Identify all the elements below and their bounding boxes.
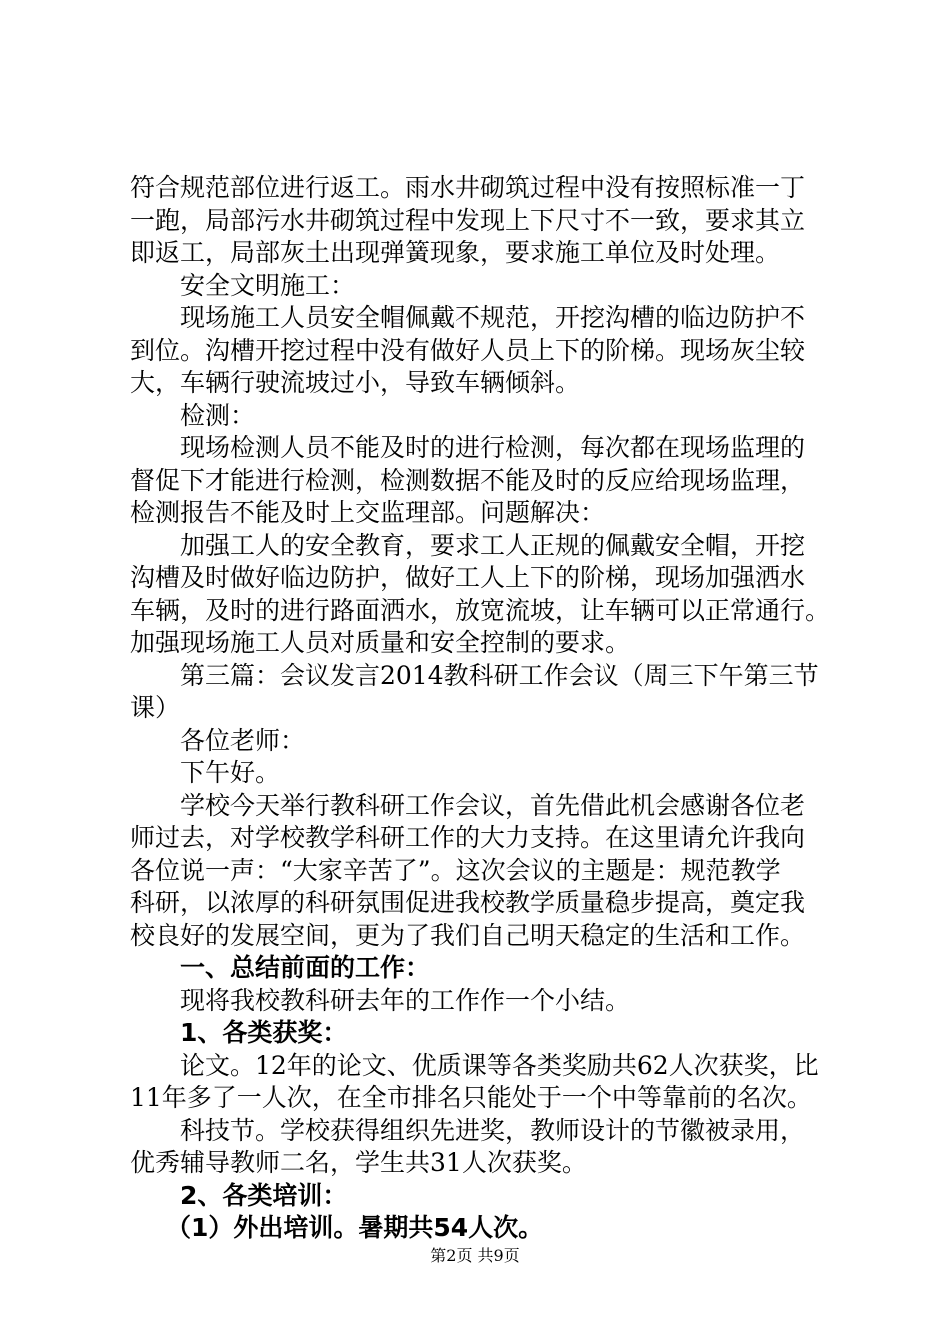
section-heading: 一、总结前面的工作： bbox=[180, 953, 431, 982]
text-line: 各位说一声：“大家辛苦了”。这次会议的主题是：规范教学 bbox=[130, 855, 781, 885]
text-line: 加强现场施工人员对质量和安全控制的要求。 bbox=[130, 628, 631, 657]
text-line: 科研，以浓厚的科研氛围促进我校教学质量稳步提高，奠定我 bbox=[130, 888, 806, 917]
page-footer: 第2页 共9页 bbox=[430, 1246, 520, 1265]
text-line: 学校今天举行教科研工作会议，首先借此机会感谢各位老 bbox=[180, 790, 806, 820]
text-line: 大，车辆行驶流坡过小，导致车辆倾斜。 bbox=[130, 368, 581, 397]
subsection-heading: 1、各类获奖： bbox=[180, 1018, 348, 1047]
text-line: 现将我校教科研去年的工作作一个小结。 bbox=[180, 985, 631, 1015]
text-line: 校良好的发展空间，更为了我们自己明天稳定的生活和工作。 bbox=[130, 920, 806, 950]
document-body bbox=[130, 172, 830, 1245]
text-line: （1）外出培训。暑期共54人次。 bbox=[166, 1213, 544, 1242]
text-line: 11年多了一人次，在全市排名只能处于一个中等靠前的名次。 bbox=[130, 1083, 812, 1112]
text-line: 加强工人的安全教育，要求工人正规的佩戴安全帽，开挖 bbox=[180, 530, 806, 560]
text-line: 即返工，局部灰土出现弹簧现象，要求施工单位及时处理。 bbox=[130, 238, 781, 267]
subsection-heading: 2、各类培训： bbox=[180, 1180, 348, 1210]
text-line: 符合规范部位进行返工。雨水井砌筑过程中没有按照标准一丁 bbox=[130, 173, 806, 202]
salutation: 各位老师： bbox=[180, 725, 306, 755]
greeting: 下午好。 bbox=[180, 758, 281, 787]
text-line: 论文。12年的论文、优质课等各类奖励共62人次获奖，比 bbox=[180, 1050, 819, 1080]
section-heading: 检测： bbox=[180, 400, 256, 430]
text-line: 优秀辅导教师二名，学生共31人次获奖。 bbox=[130, 1148, 587, 1177]
text-line: 现场施工人员安全帽佩戴不规范，开挖沟槽的临边防护不 bbox=[180, 303, 806, 332]
text-line: 检测报告不能及时上交监理部。问题解决： bbox=[130, 498, 606, 527]
text-line: 科技节。学校获得组织先进奖，教师设计的节徽被录用， bbox=[180, 1115, 806, 1145]
text-line: 现场检测人员不能及时的进行检测，每次都在现场监理的 bbox=[180, 433, 806, 462]
chapter-title: 第三篇：会议发言2014教科研工作会议（周三下午第三节 bbox=[180, 660, 819, 690]
text-line: 一跑，局部污水井砌筑过程中发现上下尺寸不一致，要求其立 bbox=[130, 205, 806, 235]
chapter-title-continued: 课） bbox=[130, 693, 181, 722]
text-line: 师过去，对学校教学科研工作的大力支持。在这里请允许我向 bbox=[130, 823, 806, 852]
text-line: 沟槽及时做好临边防护，做好工人上下的阶梯，现场加强洒水 bbox=[130, 563, 806, 592]
text-line: 督促下才能进行检测，检测数据不能及时的反应给现场监理， bbox=[130, 465, 806, 495]
section-heading: 安全文明施工： bbox=[180, 270, 356, 300]
text-line: 到位。沟槽开挖过程中没有做好人员上下的阶梯。现场灰尘较 bbox=[130, 335, 806, 365]
text-line: 车辆，及时的进行路面洒水，放宽流坡，让车辆可以正常通行。 bbox=[130, 595, 831, 625]
